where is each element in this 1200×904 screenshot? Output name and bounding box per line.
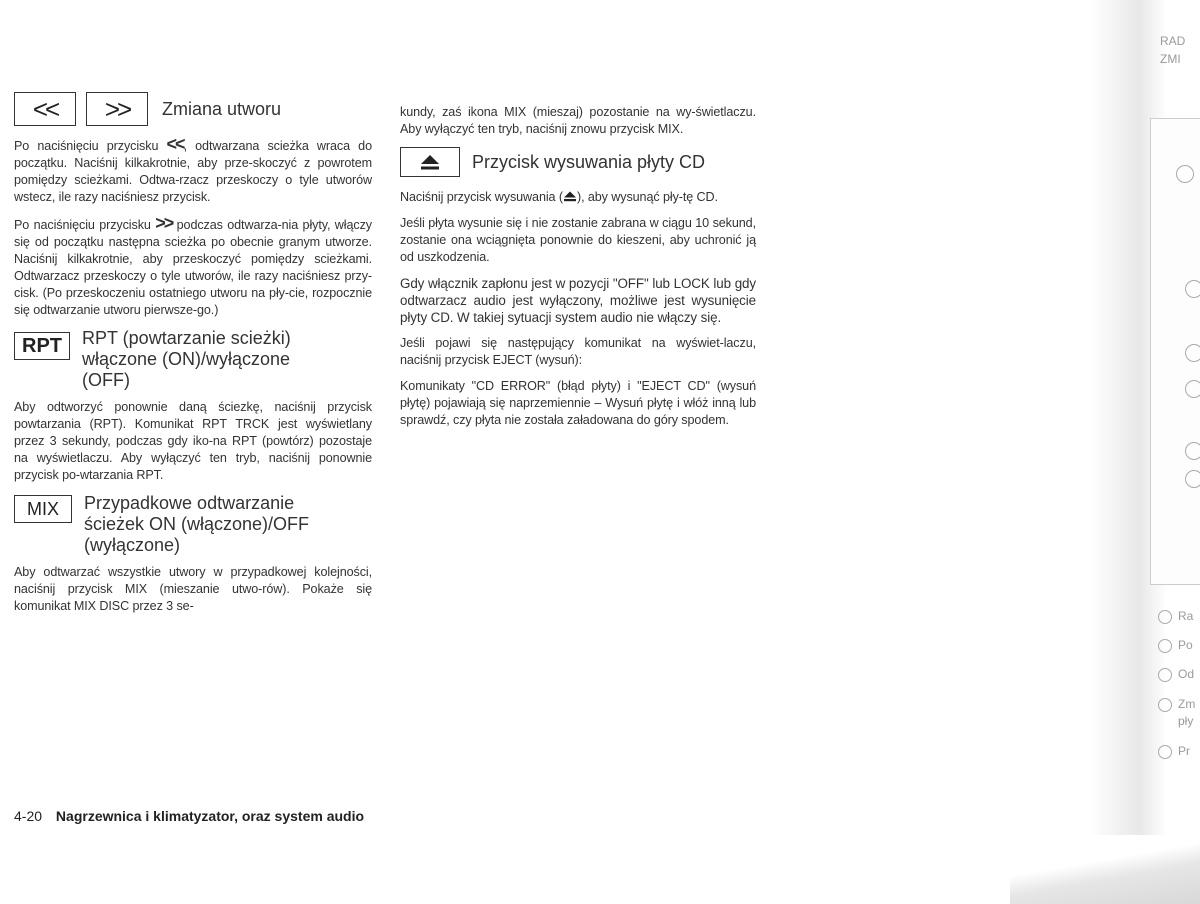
track-change-title: Zmiana utworu <box>162 98 282 119</box>
track-prev-text-a: Po naciśnięciu przycisku <box>14 139 159 153</box>
eject-p1-text-a: Naciśnij przycisk wysuwania ( <box>400 190 563 204</box>
page-number: 4-20 <box>14 808 43 824</box>
track-next-paragraph <box>14 215 372 319</box>
bleed-list-icon <box>1158 639 1172 653</box>
track-change-heading <box>14 92 372 126</box>
rpt-title: RPT (powtarzanie scieżki) włączone (ON)/wyłączone (OFF) <box>82 328 291 390</box>
bleed-callout-icon <box>1185 344 1200 362</box>
bleed-callout-icon <box>1185 470 1200 488</box>
bleed-list-item: Po <box>1178 638 1193 652</box>
eject-paragraph-1 <box>400 189 756 206</box>
eject-paragraph-4: Jeśli pojawi się następujący komunikat na wyświet-laczu, naciśnij przycisk EJECT (wysuń): <box>400 336 756 367</box>
page-fold-shadow <box>1010 835 1200 904</box>
bleed-heading-2: ZMI <box>1160 52 1181 66</box>
bleed-list-icon <box>1158 610 1172 624</box>
mix-continued-paragraph: kundy, zaś ikona MIX (mieszaj) pozostanie na wy-świetlaczu. Aby wyłączyć ten tryb, naciśnij znowu przycisk MIX. <box>400 105 756 136</box>
bleed-callout-icon <box>1185 442 1200 460</box>
section-title: Nagrzewnica i klimatyzator, oraz system audio <box>55 808 365 824</box>
mix-paragraph: Aby odtwarzać wszystkie utwory w przypadkowej kolejności, naciśnij przycisk MIX (mieszanie utwo-rów). Pokaże się komunikat MIX DISC przez 3 se- <box>14 565 372 613</box>
rpt-paragraph: Aby odtworzyć ponownie daną ściezkę, naciśnij przycisk powtarzania (RPT). Komunikat RPT TRCK jest wyświetlany przez 3 sekundy, podczas gdy iko-na RPT (powtórz) pozostaje na wyświetlaczu. Aby wyłączyć ten tryb, naciśnij ponownie przycisk po-wtarzania RPT. <box>14 400 372 482</box>
bleed-callout-icon <box>1185 280 1200 298</box>
next-track-inline-icon: >> <box>155 213 173 233</box>
track-next-text-a: Po naciśnięciu przycisku <box>14 218 151 232</box>
eject-title: Przycisk wysuwania płyty CD <box>472 151 706 172</box>
bleed-list-icon <box>1158 668 1172 682</box>
eject-inline-icon <box>563 191 577 202</box>
bleed-callout-icon <box>1185 380 1200 398</box>
prev-track-key-icon <box>14 92 76 126</box>
left-column <box>14 92 372 624</box>
bleed-list-icon <box>1158 745 1172 759</box>
bleed-heading-1: RAD <box>1160 34 1186 48</box>
mix-key-icon <box>14 495 72 523</box>
bleed-callout-icon <box>1176 165 1194 183</box>
eject-key-icon <box>400 147 460 177</box>
rpt-key-label: RPT <box>22 334 62 357</box>
rpt-heading <box>14 328 372 391</box>
mix-key-label: MIX <box>26 498 59 519</box>
bleed-list-icon <box>1158 698 1172 712</box>
prev-track-inline-icon: << <box>166 134 184 154</box>
eject-heading <box>400 147 756 177</box>
bleed-list-item: Zm <box>1178 697 1196 711</box>
page-footer <box>14 808 364 824</box>
prev-track-key-label: << <box>32 94 58 124</box>
rpt-key-icon <box>14 332 70 360</box>
track-prev-paragraph <box>14 136 372 206</box>
next-track-key-icon <box>86 92 148 126</box>
mix-title: Przypadkowe odtwarzanie ścieżek ON (włączone)/OFF (wyłączone) <box>84 493 310 555</box>
bleed-list-item: Pr <box>1178 744 1190 758</box>
eject-icon <box>419 153 441 171</box>
eject-paragraph-3: Gdy włącznik zapłonu jest w pozycji "OFF" lub LOCK lub gdy odtwarzacz audio jest wyłączony, możliwe jest wysunięcie płyty CD. W takiej sytuacji system audio nie włączy się. <box>400 276 756 325</box>
right-column <box>400 104 756 438</box>
bleed-list-item: pły <box>1178 714 1194 728</box>
bleed-list-item: Od <box>1178 667 1195 681</box>
track-next-text-b: podczas odtwarza-nia płyty, włączy się od początku następna scieżka po obecnie granym utworze. Naciśnij kilkakrotnie, aby przeskoczyć pomiędzy scieżkami. Odtwarzacz przeskoczy o tyle utworów, ile razy naciśniesz przy-cisk. (Po przeskoczeniu ostatniego utworu na pły-cie, rozpocznie się odtwarzanie utworu pierwsze-go.) <box>14 218 372 317</box>
eject-paragraph-5: Komunikaty "CD ERROR" (błąd płyty) i "EJECT CD" (wysuń płytę) pojawiają się naprzemiennie – Wysuń płytę i włóż inną lub sprawdź, czy płyta nie została załadowana do góry spodem. <box>400 379 756 427</box>
mix-heading <box>14 493 372 556</box>
eject-p1-text-b: ), aby wysunąć pły-tę CD. <box>576 190 718 204</box>
next-track-key-label: >> <box>104 94 130 124</box>
eject-paragraph-2: Jeśli płyta wysunie się i nie zostanie zabrana w ciągu 10 sekund, zostanie ona wciągnięta ponownie do kieszeni, aby uchronić ją od uszkodzenia. <box>400 216 756 264</box>
track-prev-text-b: , odtwarzana scieżka wraca do początku. Naciśnij kilkakrotnie, aby prze-skoczyć z powrotem pomiędzy scieżkami. Odtwa-rzacz przeskoczy o tyle utworów wstecz, ile razy naciśniesz przycisk. <box>14 139 372 204</box>
bleed-list-item: Ra <box>1178 609 1194 623</box>
